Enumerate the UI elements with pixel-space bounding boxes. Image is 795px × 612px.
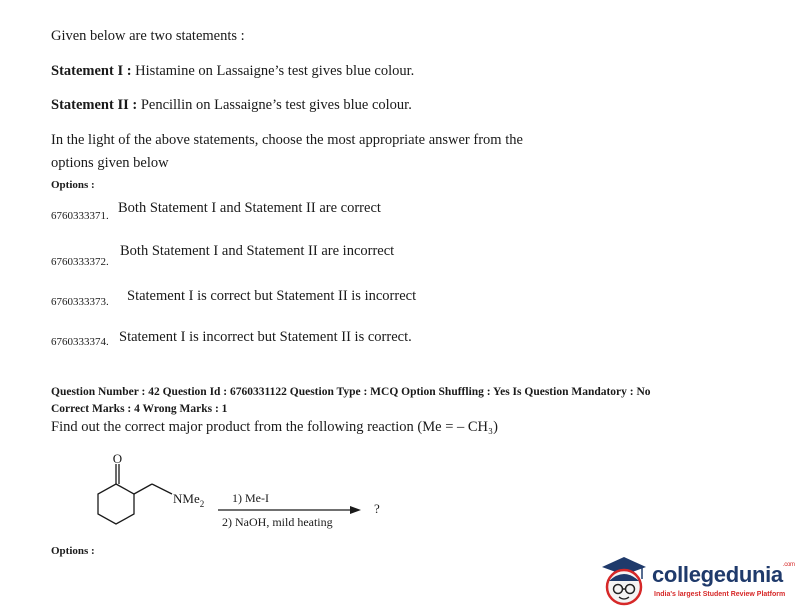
question-meta-line-2: Correct Marks : 4 Wrong Marks : 1 [51, 403, 228, 415]
nme-label: NMe [173, 491, 200, 506]
product-unknown: ? [374, 501, 380, 516]
instruction-line-1: In the light of the above statements, choose the most appropriate answer from the [51, 132, 523, 148]
nme2-group [173, 491, 204, 509]
reagent-step-2: 2) NaOH, mild heating [222, 515, 333, 529]
statement-2-text: Pencillin on Lassaigne’s test gives blue colour. [137, 97, 412, 113]
options-label: Options : [51, 179, 95, 191]
option-1-id: 6760333371. [51, 210, 109, 222]
reaction-scheme [80, 450, 420, 540]
statement-2-label: Statement II : [51, 97, 138, 113]
option-3-text[interactable]: Statement I is correct but Statement II is incorrect [127, 288, 417, 304]
question-2-text: Find out the correct major product from the following reaction (Me = – CH₃) [51, 419, 498, 435]
instruction-line-2: options given below [51, 155, 169, 171]
statement-1 [51, 63, 414, 80]
logo-suffix: .com [782, 562, 795, 568]
logo-tagline: India's largest Student Review Platform [654, 591, 786, 598]
statement-1-text: Histamine on Lassaigne’s test gives blue colour. [131, 63, 415, 79]
statement-2 [51, 97, 412, 114]
options-label-2: Options : [51, 545, 95, 557]
intro-text: Given below are two statements : [51, 28, 245, 44]
mascot-icon [598, 553, 650, 609]
oxygen-atom: O [112, 451, 123, 466]
reagent-step-1: 1) Me-I [232, 491, 269, 505]
question-meta-line-1: Question Number : 42 Question Id : 6760331122 Question Type : MCQ Option Shuffling : Yes Is Question Mandatory : No [51, 386, 651, 398]
option-2-text[interactable]: Both Statement I and Statement II are incorrect [120, 243, 395, 259]
statement-1-label: Statement I : [51, 63, 132, 79]
reaction-arrow-head [350, 506, 361, 514]
logo-wordmark [652, 562, 795, 588]
collegedunia-logo [598, 553, 795, 609]
option-1-text[interactable]: Both Statement I and Statement II are correct [118, 200, 381, 216]
nme-subscript: 2 [199, 499, 205, 509]
cyclohexanone-ring [98, 464, 172, 524]
option-3-id: 6760333373. [51, 296, 109, 308]
logo-name: collegedunia [652, 562, 783, 587]
option-2-id: 6760333372. [51, 256, 109, 268]
option-4-id: 6760333374. [51, 336, 109, 348]
option-4-text[interactable]: Statement I is incorrect but Statement II is correct. [119, 329, 412, 345]
